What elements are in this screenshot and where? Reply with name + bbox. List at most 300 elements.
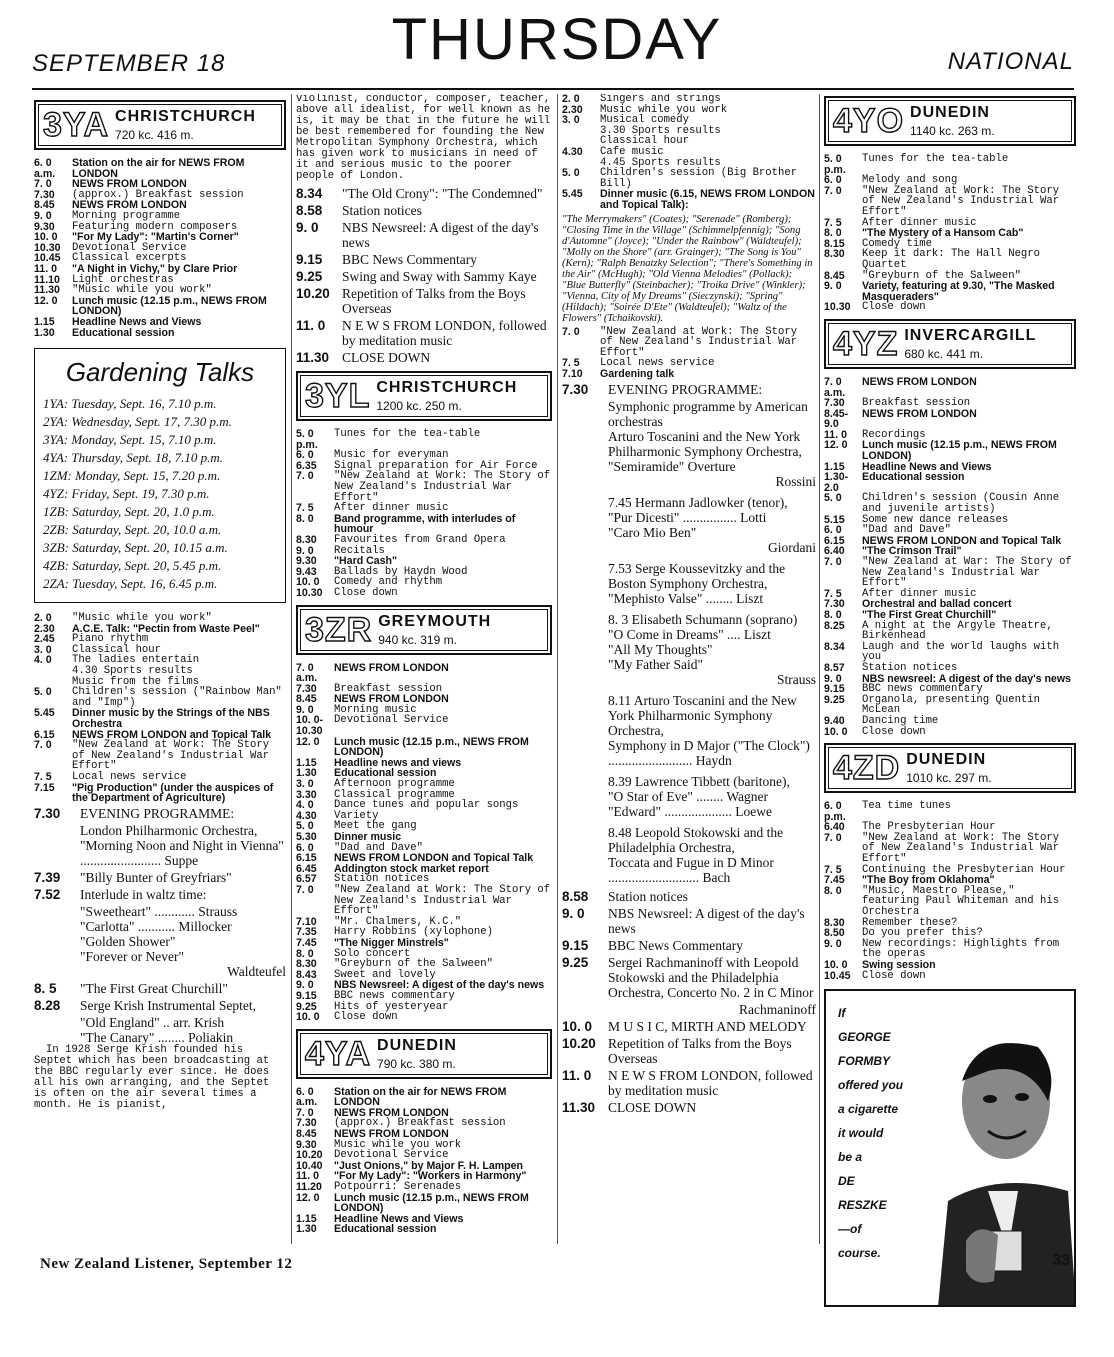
column-2 bbox=[296, 94, 552, 1235]
station-frequency: 1200 kc. 250 m. bbox=[376, 399, 462, 413]
time: 4. 0 bbox=[296, 799, 314, 812]
time: 10. 0-10.30 bbox=[296, 714, 324, 738]
ad-line: FORMBY bbox=[838, 1054, 890, 1069]
gardening-talk-item: 4ZB: Saturday, Sept. 20, 5.45 p.m. bbox=[43, 558, 222, 574]
time: 9. 0 bbox=[296, 979, 314, 992]
programme: NEWS FROM LONDON and Topical Talk bbox=[862, 534, 1062, 547]
time: 2.30 bbox=[34, 622, 55, 635]
schedule-4yz bbox=[824, 377, 1076, 737]
schedule-row bbox=[824, 621, 1076, 642]
programme: After dinner music bbox=[862, 216, 977, 229]
schedule-3zr bbox=[296, 663, 552, 1023]
programme: M U S I C, MIRTH AND MELODY bbox=[608, 1018, 807, 1034]
programme: Lunch music (12.15 p.m., NEWS FROM LONDON) bbox=[862, 439, 1057, 463]
schedule-row bbox=[562, 1100, 816, 1115]
programme: After dinner music bbox=[334, 502, 449, 515]
time: 12. 0 bbox=[296, 1191, 320, 1204]
programme: Children's session (Big Brother Bill) bbox=[600, 167, 798, 190]
gardening-talk-item: 1ZB: Saturday, Sept. 20, 1.0 p.m. bbox=[43, 504, 215, 520]
time: 3. 0 bbox=[296, 778, 314, 791]
programme: Classical hour bbox=[600, 135, 690, 148]
schedule-row bbox=[296, 350, 552, 365]
programme-line: 7.45 Hermann Jadlowker (tenor), bbox=[608, 494, 788, 510]
time: 5.45 bbox=[34, 707, 55, 720]
programme: Recordings bbox=[862, 428, 926, 441]
schedule-row bbox=[296, 535, 552, 546]
programme: Variety bbox=[334, 809, 379, 822]
column-divider bbox=[557, 94, 558, 1244]
schedule-row bbox=[296, 832, 552, 843]
schedule-row bbox=[296, 220, 552, 250]
time: 7. 5 bbox=[562, 357, 580, 370]
time: 12. 0 bbox=[824, 439, 848, 452]
time: 10.20 bbox=[296, 1149, 323, 1162]
schedule-row bbox=[296, 286, 552, 316]
time: 5.45 bbox=[562, 188, 583, 201]
station-name: DUNEDIN bbox=[906, 751, 987, 769]
programme: Repetition of Talks from the Boys Overseas bbox=[342, 286, 526, 316]
schedule-row bbox=[296, 429, 552, 450]
schedule-row bbox=[562, 1068, 816, 1098]
programme: N E W S FROM LONDON, followed by meditation music bbox=[608, 1067, 813, 1098]
programme: Station notices bbox=[334, 873, 430, 886]
station-banner-4zd bbox=[824, 743, 1076, 793]
time: 6.15 bbox=[34, 728, 55, 741]
composer: Waldteufel bbox=[227, 963, 286, 979]
schedule-row bbox=[34, 264, 286, 275]
programme: 4.30 Sports results bbox=[72, 665, 193, 678]
time: 1.30 bbox=[296, 1223, 317, 1235]
programme: "Mr. Chalmers, K.C." bbox=[334, 915, 462, 928]
programme: Swing and Sway with Sammy Kaye bbox=[342, 269, 537, 284]
time: 10.30 bbox=[296, 586, 323, 599]
programme: Devotional Service bbox=[72, 241, 187, 254]
ad-line: —of bbox=[838, 1222, 862, 1237]
time: 7.30 bbox=[296, 682, 317, 695]
time: 7.30 bbox=[824, 397, 845, 410]
time: 1.15 bbox=[824, 460, 845, 473]
programme: Dinner music by the Strings of the NBS Orchestra bbox=[72, 707, 270, 731]
programme: "The Crimson Trail" bbox=[862, 545, 962, 558]
programme: Music from the films bbox=[72, 675, 200, 688]
time: 9.43 bbox=[296, 565, 317, 578]
programme: Meet the gang bbox=[334, 820, 417, 833]
programme: Classical excerpts bbox=[72, 252, 187, 265]
time: 1.30 bbox=[296, 767, 317, 780]
schedule-row bbox=[824, 663, 1076, 674]
time: 7.39 bbox=[34, 869, 61, 885]
programme: Cafe music bbox=[600, 145, 664, 158]
time: 10.30 bbox=[34, 241, 61, 254]
time: 11.30 bbox=[562, 1099, 596, 1115]
programme: NEWS FROM LONDON and Topical Talk bbox=[334, 852, 534, 865]
programme-line: "Mephisto Valse" ........ Liszt bbox=[608, 590, 764, 606]
time: 7.30 bbox=[562, 381, 589, 397]
time: 1.15 bbox=[34, 315, 55, 328]
programme: Featuring modern composers bbox=[72, 220, 238, 233]
time: 7.10 bbox=[296, 915, 317, 928]
station-logo: 3YL bbox=[305, 377, 371, 415]
programme-item: Interlude in waltz time: bbox=[80, 886, 207, 902]
time: 8.58 bbox=[296, 203, 323, 218]
station-name: DUNEDIN bbox=[910, 104, 990, 121]
programme-line: 8.11 Arturo Toscanini and the New York Philharmonic Symphony Orchestra, bbox=[608, 692, 797, 738]
programme-line: "My Father Said" bbox=[608, 656, 704, 672]
programme: Repetition of Talks from the Boys Overseas bbox=[608, 1035, 792, 1066]
time: 7.45 bbox=[824, 874, 845, 887]
schedule-row bbox=[562, 189, 816, 210]
time: 9. 0 bbox=[34, 209, 52, 222]
programme: "Dad and Dave" bbox=[334, 841, 424, 854]
time: 5. 0 bbox=[562, 167, 580, 180]
gardening-talk-item: 1ZM: Monday, Sept. 15, 7.20 p.m. bbox=[43, 468, 221, 484]
programme: NEWS FROM LONDON bbox=[334, 693, 449, 706]
station-frequency: 1140 kc. 263 m. bbox=[910, 124, 995, 138]
programme: "The Old Crony": "The Condemned" bbox=[342, 186, 543, 201]
schedule-row bbox=[296, 991, 552, 1002]
programme: NEWS FROM LONDON bbox=[72, 199, 187, 212]
programme: "The First Great Churchill" bbox=[862, 608, 997, 621]
programme: Station on the air for NEWS FROM LONDON bbox=[334, 1085, 507, 1109]
schedule-row bbox=[824, 833, 1076, 865]
schedule-row bbox=[296, 514, 552, 535]
programme: Singers and strings bbox=[600, 94, 721, 105]
time: 10. 0 bbox=[824, 725, 848, 738]
programme-line: 7.53 Serge Koussevitzky and the Boston Symphony Orchestra, bbox=[608, 560, 786, 591]
schedule-row bbox=[824, 939, 1076, 960]
schedule-row bbox=[296, 1224, 552, 1235]
time: 8.45 bbox=[824, 269, 845, 282]
time: 11. 0 bbox=[824, 428, 847, 441]
schedule-row bbox=[34, 708, 286, 729]
page-number: 33 bbox=[1052, 1252, 1070, 1269]
programme: The ladies entertain bbox=[72, 654, 200, 667]
schedule-row bbox=[562, 94, 816, 105]
schedule-row bbox=[562, 327, 816, 359]
time: 7.30 bbox=[296, 1117, 317, 1130]
time: 7. 0 bbox=[34, 739, 52, 752]
time: 10. 0 bbox=[824, 959, 848, 971]
programme: NEWS FROM LONDON and Topical Talk bbox=[72, 728, 272, 741]
time: 11.10 bbox=[34, 273, 60, 286]
programme: "Just Onions," by Major F. H. Lampen bbox=[334, 1159, 523, 1172]
gardening-talk-item: 2ZA: Tuesday, Sept. 16, 6.45 p.m. bbox=[43, 576, 218, 592]
time: 8. 0 bbox=[824, 227, 842, 240]
programme: Children's session ("Rainbow Man" and "Imp") bbox=[72, 686, 282, 709]
programme: Educational session bbox=[862, 471, 965, 484]
programme: Close down bbox=[862, 301, 926, 314]
programme-line: Symphony in D Major ("The Clock") ......................... Haydn bbox=[608, 737, 810, 768]
programme: Station notices bbox=[608, 888, 688, 904]
time: 9. 0 bbox=[824, 937, 842, 950]
header-network: NATIONAL bbox=[947, 48, 1074, 75]
station-logo: 3YA bbox=[43, 106, 110, 144]
time: 7.35 bbox=[296, 926, 317, 939]
schedule-row bbox=[34, 328, 286, 339]
time: 9.25 bbox=[562, 954, 589, 970]
time: 6.15 bbox=[296, 852, 317, 865]
programme: Comedy time bbox=[862, 237, 932, 250]
programme: Music for everyman bbox=[334, 449, 449, 462]
schedule-row bbox=[296, 663, 552, 684]
schedule-row bbox=[824, 727, 1076, 738]
time: 8.30 bbox=[296, 533, 317, 546]
composer: Rachmaninoff bbox=[739, 1001, 816, 1017]
programme: CLOSE DOWN bbox=[342, 350, 431, 365]
ad-line: a cigarette bbox=[838, 1102, 899, 1117]
station-banner-3yl bbox=[296, 371, 552, 421]
time: 6.40 bbox=[824, 821, 845, 834]
programme: Station notices bbox=[862, 661, 958, 674]
time: 10. 0 bbox=[562, 1018, 593, 1034]
programme: Station notices bbox=[342, 203, 422, 218]
schedule-4ya-afternoon bbox=[562, 94, 816, 211]
gardening-talk-item: 3YA: Monday, Sept. 15, 7.10 p.m. bbox=[43, 432, 217, 448]
time: 6. 0 a.m. bbox=[296, 1085, 318, 1109]
programme: Lunch music (12.15 p.m., NEWS FROM LONDON) bbox=[72, 294, 267, 318]
schedule-row bbox=[296, 318, 552, 348]
schedule-row bbox=[296, 938, 552, 949]
programme: A.C.E. Talk: "Pectin from Waste Peel" bbox=[72, 622, 260, 635]
gardening-talk-item: 4YZ: Friday, Sept. 19, 7.30 p.m. bbox=[43, 486, 210, 502]
time: 6.57 bbox=[296, 873, 317, 886]
programme: Comedy and rhythm bbox=[334, 576, 443, 589]
time: 11.20 bbox=[296, 1181, 322, 1194]
programme: Music while you work bbox=[334, 1138, 462, 1151]
programme: "New Zealand at Work: The Story of New Zealand's Industrial War Effort" bbox=[600, 325, 798, 359]
station-logo: 4YZ bbox=[833, 324, 899, 363]
time: 7.15 bbox=[34, 781, 55, 794]
time: 7. 5 bbox=[824, 216, 842, 229]
programme-line: "Edward" .................... Loewe bbox=[608, 803, 772, 819]
schedule-row bbox=[296, 885, 552, 917]
time: 7. 0 bbox=[296, 470, 314, 483]
time: 10. 0 bbox=[34, 231, 58, 244]
programme: Devotional Service bbox=[334, 714, 449, 727]
programme: Remember these? bbox=[862, 916, 958, 929]
programme: Swing session bbox=[862, 959, 936, 971]
schedule-row bbox=[296, 186, 552, 201]
programme: Local news service bbox=[72, 771, 187, 783]
programme: NEWS FROM LONDON bbox=[334, 1128, 449, 1141]
programme: 3.30 Sports results bbox=[600, 124, 721, 137]
time bbox=[34, 666, 72, 677]
time: 7. 5 bbox=[34, 771, 52, 783]
programme: Close down bbox=[334, 1011, 398, 1024]
programme: Morning music bbox=[334, 703, 417, 716]
programme: "The Boy from Oklahoma" bbox=[862, 874, 995, 887]
schedule-row bbox=[824, 642, 1076, 663]
programme: Sergei Rachmaninoff with Leopold Stokowski and the Philadelphia Orchestra, Concerto No. 2 in C Minor bbox=[608, 954, 814, 1000]
time: 7.52 bbox=[34, 886, 61, 902]
programme-line: "All My Thoughts" bbox=[608, 641, 713, 657]
time: 9.25 bbox=[296, 1000, 317, 1013]
programme: Tea time tunes bbox=[862, 800, 952, 813]
column-1 bbox=[34, 94, 286, 1111]
station-banner-4ya bbox=[296, 1029, 552, 1079]
programme: NBS Newsreel: A digest of the day's news bbox=[334, 979, 545, 992]
schedule-row bbox=[296, 715, 552, 736]
programme: Hits of yesteryear bbox=[334, 1000, 449, 1013]
programme: Classical hour bbox=[72, 643, 162, 656]
programme-line: "The Canary" ........ Poliakin bbox=[80, 1029, 234, 1045]
time: 11.30 bbox=[296, 350, 330, 365]
station-frequency: 790 kc. 380 m. bbox=[377, 1056, 456, 1071]
schedule-row bbox=[562, 906, 816, 936]
time: 7. 0 bbox=[562, 325, 580, 338]
time: 2. 0 bbox=[562, 94, 580, 105]
programme: Signal preparation for Air Force bbox=[334, 459, 538, 472]
schedule-row bbox=[296, 1012, 552, 1023]
time: 8.34 bbox=[296, 186, 323, 201]
gardening-talks-box bbox=[34, 348, 286, 603]
ad-line: GEORGE bbox=[838, 1030, 891, 1045]
schedule-row bbox=[34, 740, 286, 772]
programme: NEWS FROM LONDON bbox=[334, 1106, 449, 1119]
time: 5. 0 p.m. bbox=[296, 428, 318, 451]
station-banner-3zr bbox=[296, 605, 552, 655]
time: 7. 0 bbox=[824, 831, 842, 844]
gardening-talk-item: 2ZB: Saturday, Sept. 20, 10.0 a.m. bbox=[43, 522, 222, 538]
gardening-title: Gardening Talks bbox=[65, 357, 255, 388]
time: 12. 0 bbox=[34, 294, 58, 307]
schedule-3ya bbox=[34, 158, 286, 338]
programme: "Greyburn of the Salween" bbox=[862, 269, 1021, 282]
schedule-row bbox=[34, 783, 286, 804]
station-name: CHRISTCHURCH bbox=[115, 108, 256, 125]
programme-line: "Pur Dicesti" ................ Lotti bbox=[608, 509, 767, 525]
programme: Tunes for the tea-table bbox=[862, 153, 1009, 165]
station-name: GREYMOUTH bbox=[378, 612, 492, 630]
programme-line: "O Come in Dreams" .... Liszt bbox=[608, 626, 771, 642]
time: 8.45 bbox=[296, 1128, 317, 1141]
time: 7.30 bbox=[34, 188, 55, 201]
time: 6. 0 bbox=[296, 841, 314, 854]
time: 7. 0 a.m. bbox=[824, 375, 846, 399]
programme: Music while you work bbox=[600, 103, 728, 116]
programme: Some new dance releases bbox=[862, 513, 1009, 526]
schedule-row bbox=[824, 610, 1076, 621]
programme: Educational session bbox=[334, 1223, 437, 1235]
programme-line: "O Star of Eve" ........ Wagner bbox=[608, 788, 769, 804]
schedule-row bbox=[34, 772, 286, 783]
time: 9. 0 bbox=[296, 544, 314, 557]
time: 5. 0 p.m. bbox=[824, 153, 846, 176]
programme-line: 8. 3 Elisabeth Schumann (soprano) bbox=[608, 611, 798, 627]
programme-item: Serge Krish Instrumental Septet, bbox=[80, 997, 256, 1013]
schedule-row bbox=[296, 269, 552, 284]
programme: "New Zealand at Work: The Story of New Zealand's Industrial War Effort" bbox=[862, 184, 1060, 218]
time: 9. 0 bbox=[562, 905, 585, 921]
programme: Favourites from Grand Opera bbox=[334, 533, 506, 546]
time: 9.15 bbox=[562, 937, 589, 953]
schedule-row bbox=[824, 186, 1076, 218]
programme: Classical programme bbox=[334, 788, 455, 801]
composer: Rossini bbox=[775, 473, 816, 489]
programme: Lunch music (12.15 p.m., NEWS FROM LONDON) bbox=[334, 735, 529, 759]
programme: "New Zealand at Work: The Story of New Zealand's Industrial War Effort" bbox=[72, 739, 270, 773]
schedule-row bbox=[562, 938, 816, 953]
programme: NBS Newsreel: A digest of the day's news bbox=[608, 905, 805, 936]
programme: Educational session bbox=[334, 767, 437, 780]
programme: After dinner music bbox=[862, 587, 977, 600]
programme: "Pig Production" (under the auspices of the Department of Agriculture) bbox=[72, 781, 274, 805]
schedule-4zd bbox=[824, 801, 1076, 981]
time: 2.45 bbox=[34, 633, 55, 646]
schedule-row bbox=[824, 302, 1076, 313]
station-banner-4yz bbox=[824, 319, 1076, 369]
time: 8.57 bbox=[824, 661, 845, 674]
schedule-row bbox=[34, 296, 286, 317]
schedule-row bbox=[824, 249, 1076, 270]
programme: Dinner music bbox=[334, 831, 402, 843]
programme: Lunch music (12.15 p.m., NEWS FROM LONDON) bbox=[334, 1191, 529, 1215]
time: 10. 0 bbox=[296, 1011, 320, 1024]
schedule-4ya-early-evening bbox=[562, 327, 816, 380]
programme-line: London Philharmonic Orchestra, bbox=[80, 822, 258, 838]
time: 10.40 bbox=[296, 1159, 323, 1172]
programme-line: 8.39 Lawrence Tibbett (baritone), bbox=[608, 773, 790, 789]
time: 8.30 bbox=[824, 248, 845, 261]
time: 9.25 bbox=[296, 269, 323, 284]
programme: "A Night in Vichy," by Clare Prior bbox=[72, 262, 238, 275]
advertisement-text bbox=[838, 1001, 918, 1265]
programme: Educational session bbox=[72, 326, 175, 339]
time: 7. 0 bbox=[824, 184, 842, 197]
time: 8.30 bbox=[824, 916, 845, 929]
programme-line: "Carlotta" ........... Millocker bbox=[80, 918, 232, 934]
column-3 bbox=[562, 94, 816, 1117]
programme: Headline News and Views bbox=[862, 460, 992, 473]
ad-line: it would bbox=[838, 1126, 884, 1141]
composer: Strauss bbox=[776, 671, 816, 687]
gardening-talk-item: 3ZB: Saturday, Sept. 20, 10.15 a.m. bbox=[43, 540, 228, 556]
time: 2. 0 bbox=[34, 612, 52, 625]
schedule-row bbox=[824, 716, 1076, 727]
schedule-row bbox=[562, 147, 816, 158]
schedule-row bbox=[296, 1193, 552, 1214]
schedule-row bbox=[562, 955, 816, 1000]
time: 3.30 bbox=[296, 788, 317, 801]
time: 9. 0 bbox=[296, 220, 319, 235]
programme: "The Nigger Minstrels" bbox=[334, 936, 449, 949]
time: 5.15 bbox=[824, 513, 845, 526]
programme-line: Toccata and Fugue in D Minor ........................... Bach bbox=[608, 854, 774, 885]
station-name: CHRISTCHURCH bbox=[376, 379, 518, 396]
schedule-row bbox=[824, 971, 1076, 982]
programme-line: "Caro Mio Ben" bbox=[608, 524, 697, 540]
time: 8.45 bbox=[34, 199, 55, 212]
schedule-row bbox=[296, 737, 552, 758]
time: 11. 0 bbox=[296, 318, 326, 333]
programme: BBC News Commentary bbox=[342, 252, 477, 267]
schedule-row bbox=[824, 801, 1076, 822]
time: 4. 0 bbox=[34, 654, 52, 667]
time: 6. 0 a.m. bbox=[34, 157, 56, 180]
programme: Continuing the Presbyterian Hour bbox=[862, 863, 1066, 876]
programme: Recitals bbox=[334, 544, 385, 557]
schedule-row bbox=[34, 317, 286, 328]
schedule-row bbox=[824, 695, 1076, 716]
schedule-3ya-afternoon bbox=[34, 613, 286, 804]
time: 8.58 bbox=[562, 888, 589, 904]
time: 8.30 bbox=[296, 958, 317, 971]
time: 3. 0 bbox=[34, 643, 52, 656]
ad-line: offered you bbox=[838, 1078, 904, 1093]
programme-line: "Semiramide" Overture bbox=[608, 458, 736, 474]
time: 5. 0 bbox=[296, 820, 314, 833]
programme: Variety, featuring at 9.30, "The Masked Masqueraders" bbox=[862, 280, 1055, 303]
